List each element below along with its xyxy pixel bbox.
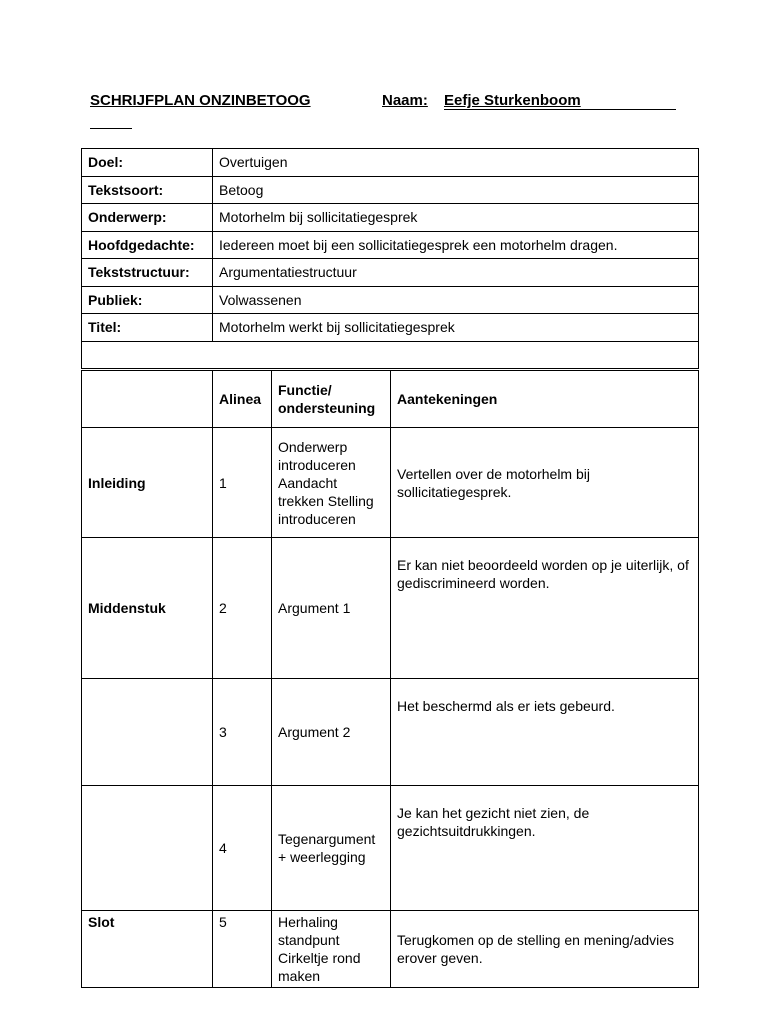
document-header: [90, 92, 690, 112]
alinea-cell: 1: [213, 428, 272, 538]
header-cell-section: [82, 371, 213, 428]
table-row: [82, 231, 699, 259]
header-line: [90, 92, 690, 112]
info-label: Onderwerp:: [82, 204, 213, 232]
notes-cell: Er kan niet beoordeeld worden op je uiterlijk, of gediscrimineerd worden.: [391, 538, 699, 679]
name-value: Eefje Sturkenboom: [444, 92, 581, 109]
alinea-cell: 3: [213, 679, 272, 786]
notes-cell: Vertellen over de motorhelm bij sollicitatiegesprek.: [391, 428, 699, 538]
functie-cell: Argument 1: [272, 538, 391, 679]
info-value: Overtuigen: [213, 149, 699, 177]
table-row: [82, 176, 699, 204]
notes-cell: Het beschermd als er iets gebeurd.: [391, 679, 699, 786]
table-row: [82, 204, 699, 232]
info-value: Motorhelm werkt bij sollicitatiegesprek: [213, 314, 699, 342]
section-cell: Middenstuk: [82, 538, 213, 679]
info-value: Motorhelm bij sollicitatiegesprek: [213, 204, 699, 232]
section-cell: [82, 786, 213, 911]
info-label: Tekststructuur:: [82, 259, 213, 287]
info-value: Argumentatiestructuur: [213, 259, 699, 287]
notes-cell: Je kan het gezicht niet zien, de gezichtsuitdrukkingen.: [391, 786, 699, 911]
functie-cell: Argument 2: [272, 679, 391, 786]
functie-cell: Onderwerp introduceren Aandacht trekken Stelling introduceren: [272, 428, 391, 538]
plan-table: [81, 370, 699, 988]
info-value: Volwassenen: [213, 286, 699, 314]
alinea-cell: 4: [213, 786, 272, 911]
table-row: [82, 428, 699, 538]
table-row: [82, 149, 699, 177]
blank-cell: [82, 341, 699, 368]
header-cell-notes: Aantekeningen: [391, 371, 699, 428]
header-cell-alinea: Alinea: [213, 371, 272, 428]
table-row: [82, 314, 699, 342]
section-cell: [82, 679, 213, 786]
alinea-cell: 5: [213, 911, 272, 988]
info-label: Tekstsoort:: [82, 176, 213, 204]
info-label: Hoofdgedachte:: [82, 231, 213, 259]
table-header-row: [82, 371, 699, 428]
document-title: SCHRIJFPLAN ONZINBETOOG: [90, 92, 311, 109]
name-underline: [444, 109, 676, 110]
table-row: [82, 538, 699, 679]
header-underline-continuation: [90, 128, 132, 129]
alinea-cell: 2: [213, 538, 272, 679]
info-label: Doel:: [82, 149, 213, 177]
table-row: [82, 786, 699, 911]
functie-cell: Tegenargument + weerlegging: [272, 786, 391, 911]
notes-cell: Terugkomen op de stelling en mening/advies erover geven.: [391, 911, 699, 988]
table-row: [82, 911, 699, 988]
info-table: [81, 148, 699, 369]
table-row: [82, 259, 699, 287]
functie-cell: Herhaling standpunt Cirkeltje rond maken: [272, 911, 391, 988]
table-row: [82, 286, 699, 314]
info-value: Betoog: [213, 176, 699, 204]
table-row: [82, 679, 699, 786]
info-label: Titel:: [82, 314, 213, 342]
info-label: Publiek:: [82, 286, 213, 314]
section-cell: Slot: [82, 911, 213, 988]
header-cell-functie: Functie/ ondersteuning: [272, 371, 391, 428]
name-label: Naam:: [382, 92, 428, 109]
info-value: Iedereen moet bij een sollicitatiegesprek een motorhelm dragen.: [213, 231, 699, 259]
blank-row: [82, 341, 699, 368]
section-cell: Inleiding: [82, 428, 213, 538]
